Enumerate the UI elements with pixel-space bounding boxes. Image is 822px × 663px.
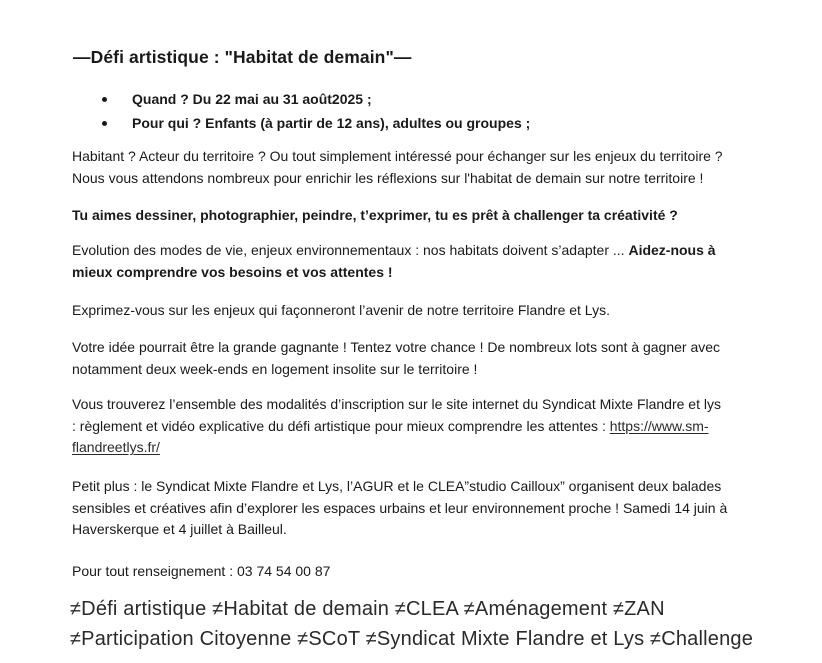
text-line: Vous trouverez l’ensemble des modalités d’inscription sur le site internet du Syndicat Mixte Flandre et lys [72,396,721,412]
challenge-question [72,205,788,227]
hashtags-line-1: ≠Défi artistique ≠Habitat de demain ≠CLEA ≠Aménagement ≠ZAN [70,598,665,620]
bullet-icon [102,121,107,126]
text-line: Votre idée pourrait être la grande gagnante ! Tentez votre chance ! De nombreux lots sont à gagner avec [72,339,721,355]
text-line: Habitant ? Acteur du territoire ? Ou tout simplement intéressé pour échanger sur les enjeux du territoire ? [72,148,723,164]
text-line: notamment deux week-ends en logement insolite sur le territoire ! [72,360,478,377]
intro-paragraph [72,146,788,189]
text-line [72,437,788,459]
website-link[interactable]: https://www.sm- [609,417,709,434]
express-paragraph [72,300,788,322]
context-paragraph [72,240,788,283]
event-info-list [100,90,530,138]
website-link-continued[interactable]: flandreetlys.fr/ [72,439,160,455]
walks-paragraph [72,476,788,541]
text-line: mieux comprendre vos besoins et vos attentes ! [72,263,393,280]
text-line: sensibles et créatives afin d’explorer les espaces urbains et leur environnement proche ! Samedi 14 juin à [72,499,728,516]
text-normal: : règlement et vidéo explicative du défi artistique pour mieux comprendre les attentes : [72,417,606,434]
bullet-icon [102,97,107,102]
text-normal: Evolution des modes de vie, enjeux environnementaux : nos habitats doivent s’adapter ... [72,242,625,258]
registration-paragraph [72,394,788,459]
text-line: Exprimez-vous sur les enjeux qui façonneront l’avenir de notre territoire Flandre et Lys. [72,302,610,318]
text-line: Petit plus : le Syndicat Mixte Flandre et Lys, l’AGUR et le CLEA”studio Cailloux” organisent deux balades [72,478,722,494]
list-item-text: Quand ? Du 22 mai au 31 août2025 ; [132,91,372,107]
list-item-when [100,90,530,114]
text-line: Nous vous attendons nombreux pour enrichir les réflexions sur l'habitat de demain sur notre territoire ! [72,169,704,186]
hashtags-line-2: ≠Participation Citoyenne ≠SCoT ≠Syndicat Mixte Flandre et Lys ≠Challenge [70,628,754,650]
contact-paragraph [72,561,788,583]
list-item-who [100,114,530,138]
text-line: Haverskerque et 4 juillet à Bailleul. [72,521,287,537]
text-line [72,416,788,438]
text-line [72,240,788,262]
page-title: —Défi artistique : "Habitat de demain"— [73,47,412,67]
text-bold: Aidez-nous à [628,242,716,258]
prize-paragraph [72,337,788,380]
contact-phone: Pour tout renseignement : 03 74 54 00 87 [72,563,331,579]
text-line: Tu aimes dessiner, photographier, peindre, t’exprimer, tu es prêt à challenger ta créativité ? [72,207,678,223]
list-item-text: Pour qui ? Enfants (à partir de 12 ans), adultes ou groupes ; [132,115,531,131]
